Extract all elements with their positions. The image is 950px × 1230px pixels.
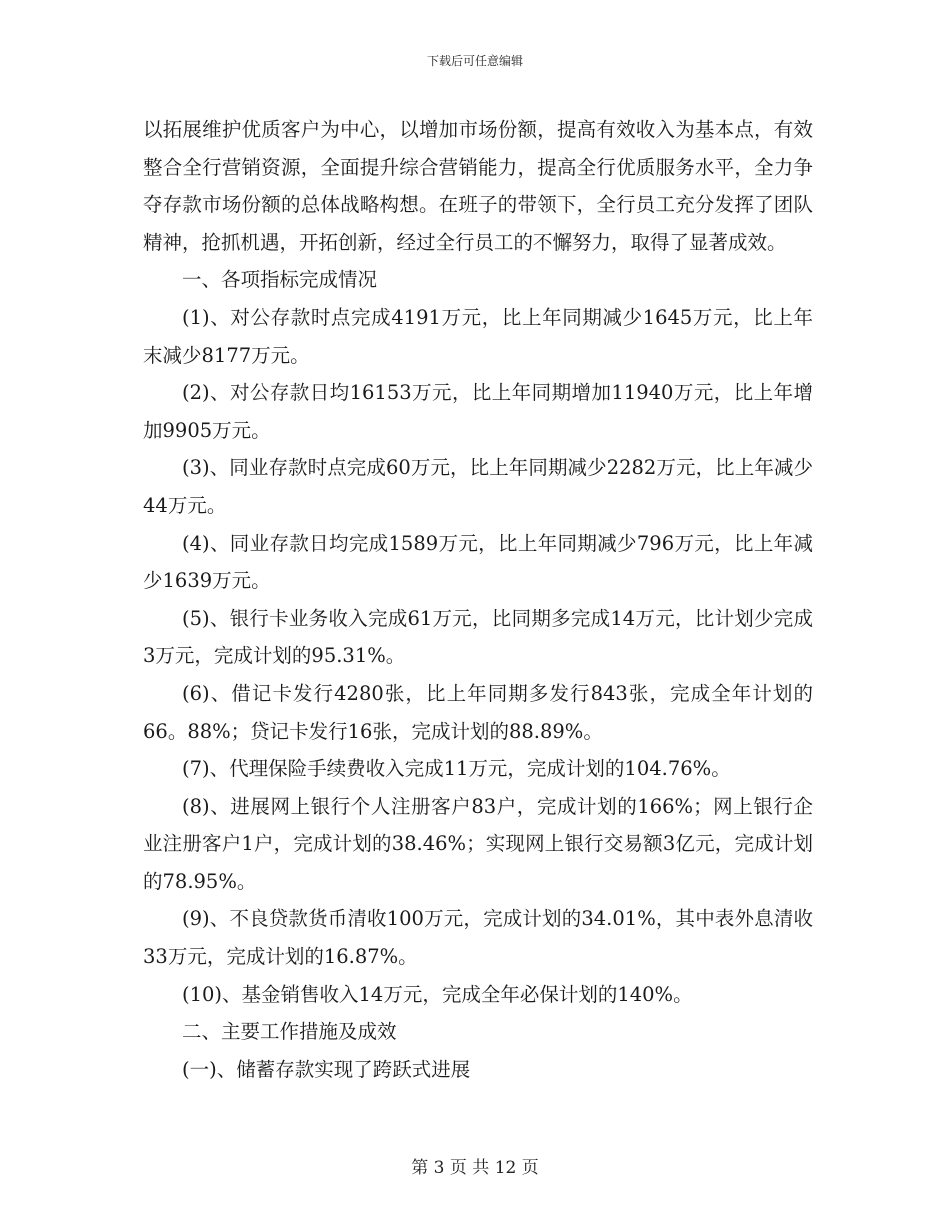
paragraph: (6)、借记卡发行4280张，比上年同期多发行843张，完成全年计划的66。88%；贷记卡发行16张，完成计划的88.89%。 bbox=[143, 681, 813, 743]
paragraph: (1)、对公存款时点完成4191万元，比上年同期减少1645万元，比上年末减少8177万元。 bbox=[143, 305, 813, 367]
paragraph: (8)、进展网上银行个人注册客户83户，完成计划的166%；网上银行企业注册客户1户，完成计划的38.46%；实现网上银行交易额3亿元，完成计划的78.95%。 bbox=[143, 794, 813, 893]
paragraph: (3)、同业存款时点完成60万元，比上年同期减少2282万元，比上年减少44万元。 bbox=[143, 456, 813, 517]
paragraph: (一)、储蓄存款实现了跨跃式进展 bbox=[182, 1057, 471, 1081]
paragraph: (9)、不良贷款货币清收100万元，完成计划的34.01%，其中表外息清收33万元，完成计划的16.87%。 bbox=[143, 907, 813, 969]
paragraph: (4)、同业存款日均完成1589万元，比上年同期减少796万元，比上年减少1639万元。 bbox=[143, 531, 813, 593]
page-number-footer: 第 3 页 共 12 页 bbox=[411, 1158, 539, 1178]
page-header-note: 下载后可任意编辑 bbox=[426, 54, 523, 68]
document-body bbox=[143, 111, 813, 1088]
paragraph: (7)、代理保险手续费收入完成11万元，完成计划的104.76%。 bbox=[182, 757, 731, 781]
paragraph: (2)、对公存款日均16153万元，比上年同期增加11940万元，比上年增加9905万元。 bbox=[143, 381, 813, 442]
paragraph: (10)、基金销售收入14万元，完成全年必保计划的140%。 bbox=[182, 982, 693, 1006]
paragraph: 以拓展维护优质客户为中心，以增加市场份额，提高有效收入为基本点，有效整合全行营销资源，全面提升综合营销能力，提高全行优质服务水平，全力争夺存款市场份额的总体战略构想。在班子的带领下，全行员工充分发挥了团队精神，抢抓机遇，开拓创新，经过全行员工的不懈努力，取得了显著成效。 bbox=[143, 118, 813, 254]
paragraph: 一、各项指标完成情况 bbox=[182, 268, 378, 292]
paragraph: (5)、银行卡业务收入完成61万元，比同期多完成14万元，比计划少完成3万元，完成计划的95.31%。 bbox=[143, 606, 813, 668]
paragraph: 二、主要工作措施及成效 bbox=[182, 1020, 397, 1044]
